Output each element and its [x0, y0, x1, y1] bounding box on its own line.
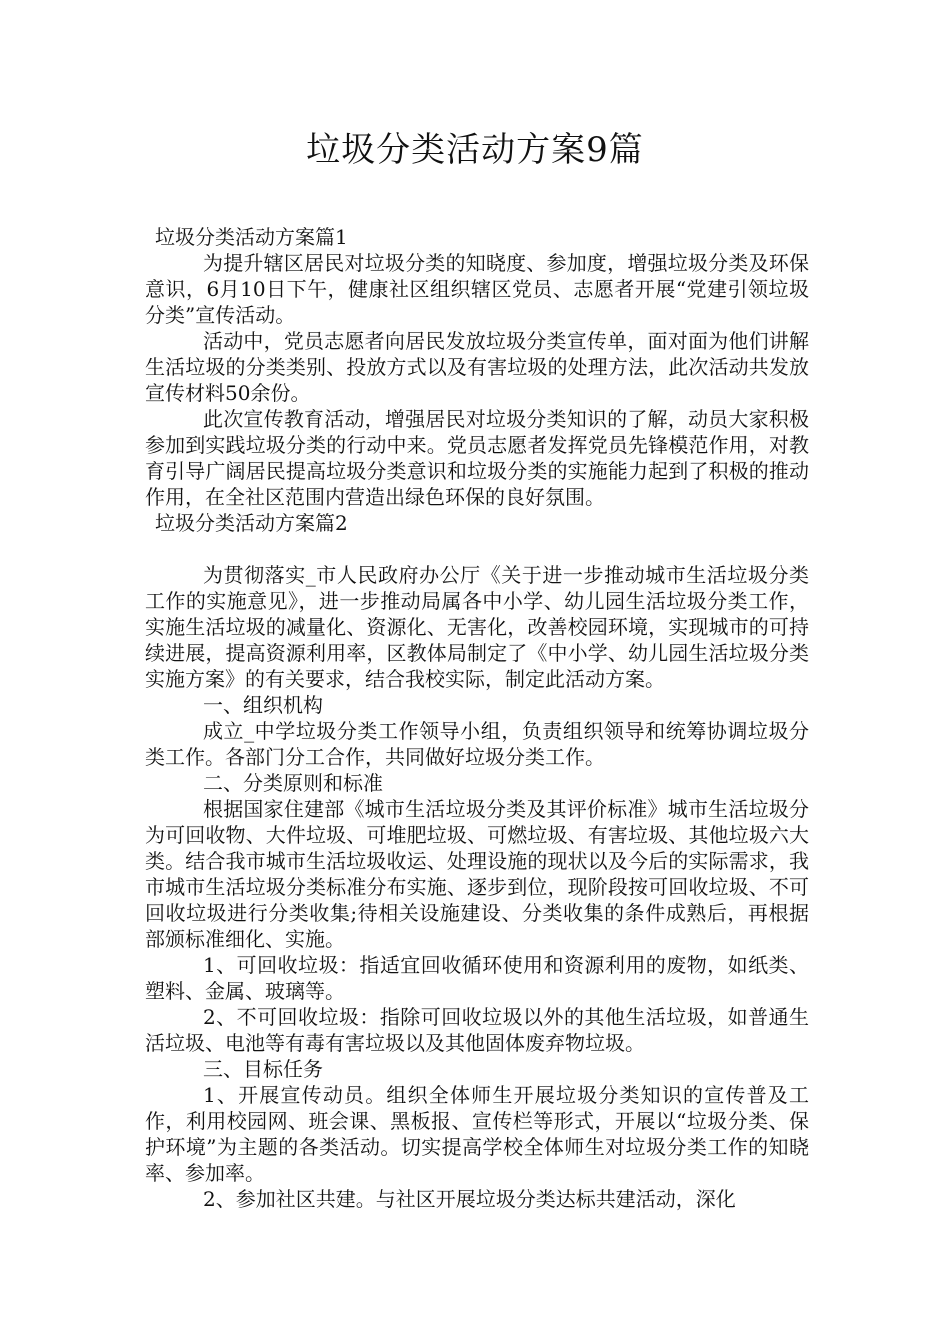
section-1-paragraph-2: 活动中，党员志愿者向居民发放垃圾分类宣传单，面对面为他们讲解生活垃圾的分类类别、投放方式以及有害垃圾的处理方法，此次活动共发放宣传材料50余份。 — [145, 329, 809, 405]
part-3-item-1: 1、开展宣传动员。组织全体师生开展垃圾分类知识的宣传普及工作，利用校园网、班会课、黑板报、宣传栏等形式，开展以“垃圾分类、保护环境”为主题的各类活动。切实提高学校全体师生对垃圾分类工作的知晓率、参加率。 — [145, 1083, 809, 1185]
document-title: 垃圾分类活动方案9篇 — [306, 130, 644, 170]
part-3-item-2: 2、参加社区共建。与社区开展垃圾分类达标共建活动，深化 — [203, 1187, 736, 1211]
part-3-heading: 三、目标任务 — [203, 1057, 323, 1081]
section-2-intro: 为贯彻落实_市人民政府办公厅《关于进一步推动城市生活垃圾分类工作的实施意见》，进一步推动局属各中小学、幼儿园生活垃圾分类工作，实施生活垃圾的减量化、资源化、无害化，改善校园环境，实现城市的可持续进展，提高资源利用率，区教体局制定了《中小学、幼儿园生活垃圾分类实施方案》的有关要求，结合我校实际，制定此活动方案。 — [145, 563, 809, 691]
blank-line — [145, 536, 809, 562]
section-2-heading: 垃圾分类活动方案篇2 — [155, 511, 348, 535]
part-1-heading: 一、组织机构 — [203, 693, 323, 717]
part-2-heading: 二、分类原则和标准 — [203, 771, 383, 795]
document-body — [145, 224, 809, 1212]
part-2-text: 根据国家住建部《城市生活垃圾分类及其评价标准》城市生活垃圾分为可回收物、大件垃圾、可堆肥垃圾、可燃垃圾、有害垃圾、其他垃圾六大类。结合我市城市生活垃圾收运、处理设施的现状以及今后的实际需求，我市城市生活垃圾分类标准分布实施、逐步到位，现阶段按可回收垃圾、不可回收垃圾进行分类收集;待相关设施建设、分类收集的条件成熟后，再根据部颁标准细化、实施。 — [145, 797, 809, 951]
section-1-paragraph-1: 为提升辖区居民对垃圾分类的知晓度、参加度，增强垃圾分类及环保意识，6月10日下午，健康社区组织辖区党员、志愿者开展“党建引领垃圾分类”宣传活动。 — [145, 251, 809, 327]
part-2-item-2: 2、不可回收垃圾：指除可回收垃圾以外的其他生活垃圾，如普通生活垃圾、电池等有毒有害垃圾以及其他固体废弃物垃圾。 — [145, 1005, 809, 1055]
part-2-item-1: 1、可回收垃圾：指适宜回收循环使用和资源利用的废物，如纸类、塑料、金属、玻璃等。 — [145, 953, 809, 1003]
section-1-heading: 垃圾分类活动方案篇1 — [155, 225, 348, 249]
section-1-paragraph-3: 此次宣传教育活动，增强居民对垃圾分类知识的了解，动员大家积极参加到实践垃圾分类的行动中来。党员志愿者发挥党员先锋模范作用，对教育引导广阔居民提高垃圾分类意识和垃圾分类的实施能力起到了积极的推动作用，在全社区范围内营造出绿色环保的良好氛围。 — [145, 407, 809, 509]
part-1-text: 成立_中学垃圾分类工作领导小组，负责组织领导和统筹协调垃圾分类工作。各部门分工合作，共同做好垃圾分类工作。 — [145, 719, 809, 769]
